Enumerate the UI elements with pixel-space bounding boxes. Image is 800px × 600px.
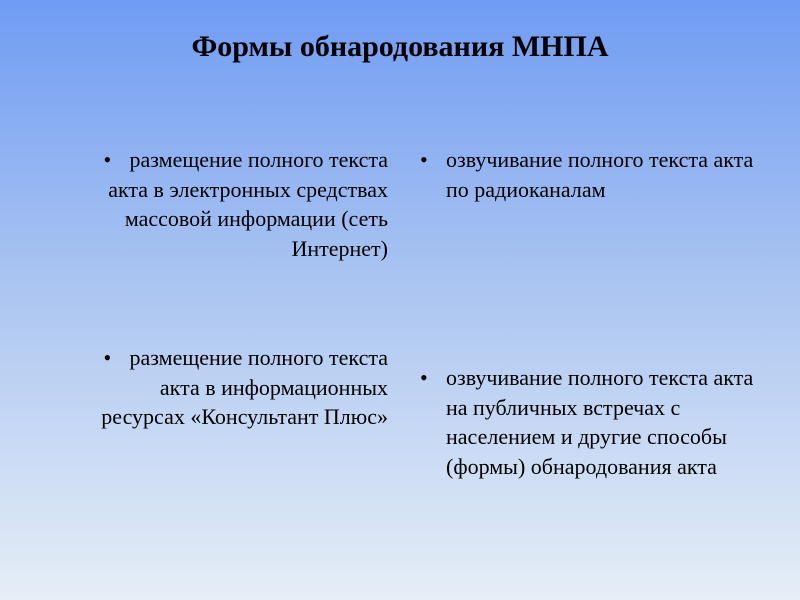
right-item-1 [420,145,760,204]
slide-title: Формы обнародования МНПА [191,30,609,63]
bullet-icon: • [103,345,112,370]
left-item-2 [88,343,388,432]
left-column [88,145,388,525]
right-item-1-text: озвучивание полного текста акта по радиоканалам [446,147,754,202]
right-column [420,145,760,525]
bullet-icon: • [420,365,428,390]
left-item-1 [88,145,388,263]
bullet-icon: • [420,147,428,172]
right-item-2 [420,363,760,481]
bullet-icon: • [103,147,112,172]
right-item-2-text: озвучивание полного текста акта на публичных встречах с населением и другие способы (формы) обнародования акта [446,365,754,479]
left-item-2-text: размещение полного текста акта в информационных ресурсах «Консультант Плюс» [101,345,388,429]
left-item-1-text: размещение полного текста акта в электронных средствах массовой информации (сеть Интернет) [108,147,388,261]
